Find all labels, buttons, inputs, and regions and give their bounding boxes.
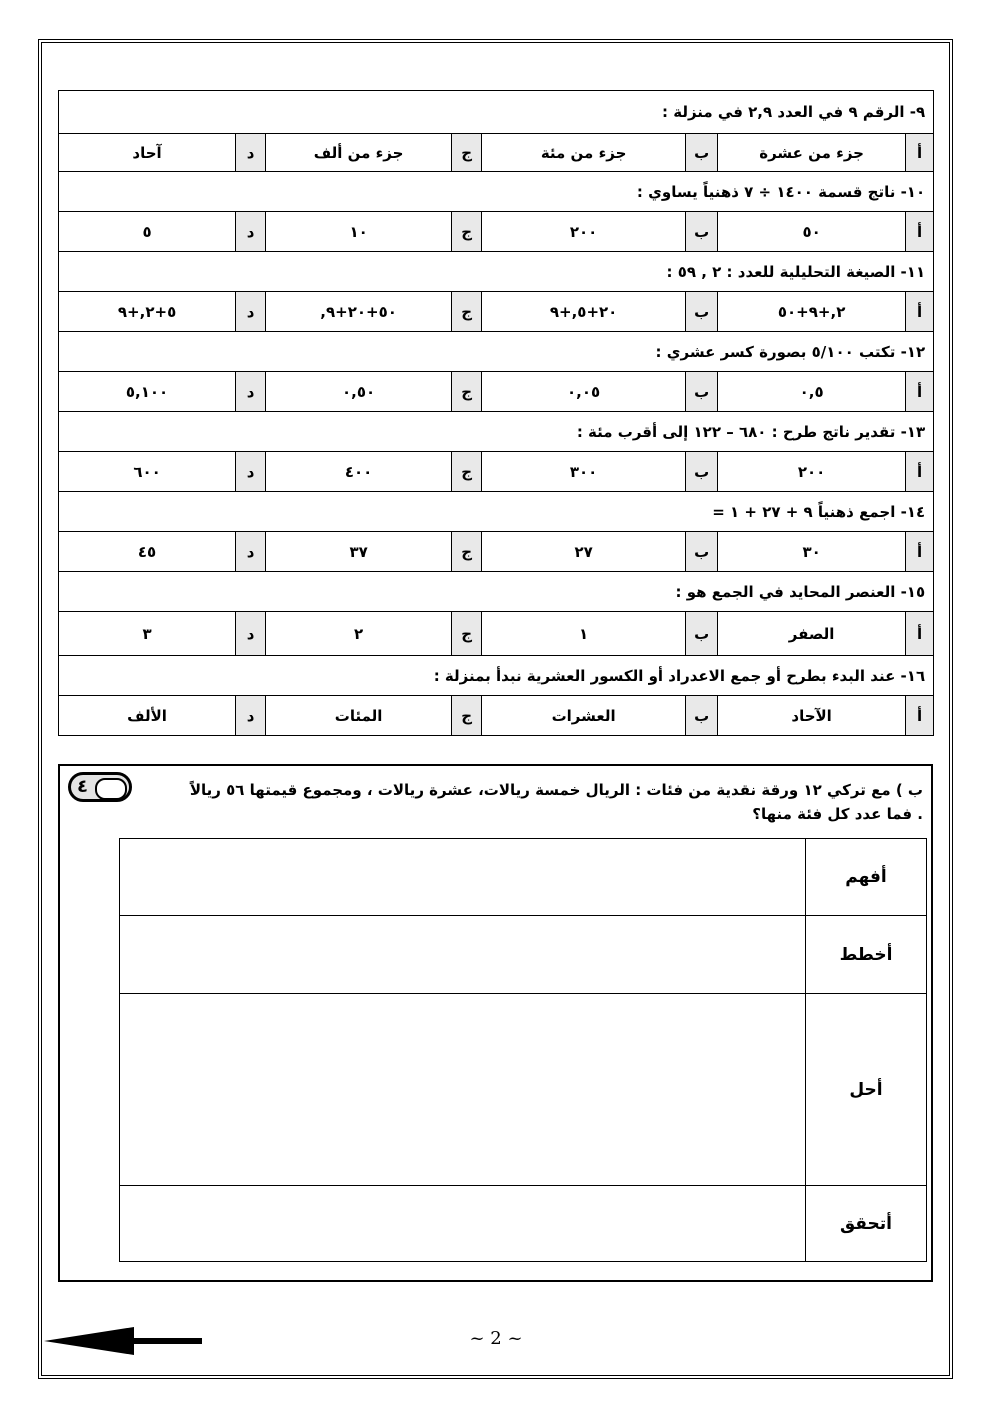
question-options-row <box>59 696 934 736</box>
score-badge <box>68 772 132 802</box>
option-choice[interactable]: ٣ <box>59 612 236 656</box>
option-letter: ج <box>452 292 482 332</box>
option-choice[interactable]: ٢٠+٥,+٩ <box>482 292 686 332</box>
question-stem-row <box>59 252 934 292</box>
step-understand-label: أفهم <box>806 839 927 916</box>
option-choice[interactable]: ١٠ <box>266 212 452 252</box>
question-options-row <box>59 134 934 172</box>
question-options-row <box>59 532 934 572</box>
option-letter: ج <box>452 452 482 492</box>
question-stem: ١٠- ناتج قسمة ١٤٠٠ ÷ ٧ ذهنياً يساوي : <box>59 172 934 212</box>
option-choice[interactable]: ٢,+٩+٥٠ <box>718 292 906 332</box>
word-problem-text <box>163 778 923 826</box>
question-stem: ١٤- اجمع ذهنياً ٩ + ٢٧ + ١ = <box>59 492 934 532</box>
option-choice[interactable]: ٣٠ <box>718 532 906 572</box>
option-choice[interactable]: العشرات <box>482 696 686 736</box>
option-choice[interactable]: ٢٠٠ <box>482 212 686 252</box>
question-stem-row <box>59 412 934 452</box>
question-stem: ١١- الصيغة التحليلية للعدد : ٢ , ٥٩ : <box>59 252 934 292</box>
option-letter: ب <box>686 452 718 492</box>
option-choice[interactable]: المئات <box>266 696 452 736</box>
option-choice[interactable]: آحاد <box>59 134 236 172</box>
option-choice[interactable]: ٦٠٠ <box>59 452 236 492</box>
option-choice[interactable]: جزء من ألف <box>266 134 452 172</box>
option-letter: د <box>236 452 266 492</box>
option-letter: ج <box>452 134 482 172</box>
option-letter: أ <box>906 532 934 572</box>
option-letter: ب <box>686 532 718 572</box>
option-choice[interactable]: ٤٠٠ <box>266 452 452 492</box>
option-choice[interactable]: ٥٠+٢٠+٩, <box>266 292 452 332</box>
option-letter: ج <box>452 372 482 412</box>
option-letter: ب <box>686 292 718 332</box>
question-options-row <box>59 292 934 332</box>
option-letter: ب <box>686 212 718 252</box>
step-plan-label: أخطط <box>806 916 927 994</box>
problem-line-1: ب ) مع تركي ١٢ ورقة نقدية من فئات : الريال خمسة ريالات، عشرة ريالات ، ومجموع قيمتها ٥٦ ريالاً <box>189 781 923 799</box>
option-letter: ب <box>686 134 718 172</box>
option-letter: أ <box>906 612 934 656</box>
option-letter: د <box>236 696 266 736</box>
option-letter: أ <box>906 134 934 172</box>
question-stem-row <box>59 492 934 532</box>
option-letter: ج <box>452 612 482 656</box>
word-problem-section <box>58 764 933 1282</box>
option-choice[interactable]: ٥,١٠٠ <box>59 372 236 412</box>
step-check-label: أتحقق <box>806 1186 927 1262</box>
option-letter: ب <box>686 612 718 656</box>
option-choice[interactable]: جزء من مئة <box>482 134 686 172</box>
option-letter: د <box>236 372 266 412</box>
option-letter: ب <box>686 696 718 736</box>
option-letter: د <box>236 134 266 172</box>
option-letter: أ <box>906 696 934 736</box>
question-stem-row <box>59 656 934 696</box>
option-choice[interactable]: ٢ <box>266 612 452 656</box>
score-blank-pill <box>95 778 127 800</box>
multiple-choice-table <box>58 90 934 736</box>
option-choice[interactable]: ٣٧ <box>266 532 452 572</box>
option-choice[interactable]: الآحاد <box>718 696 906 736</box>
question-stem-row <box>59 572 934 612</box>
question-options-row <box>59 612 934 656</box>
step-understand-answer-box[interactable] <box>120 839 806 916</box>
problem-line-2: . فما عدد كل فئة منها؟ <box>752 805 923 823</box>
option-choice[interactable]: الألف <box>59 696 236 736</box>
option-letter: أ <box>906 372 934 412</box>
step-solve-label: أحل <box>806 994 927 1186</box>
option-choice[interactable]: ٢٧ <box>482 532 686 572</box>
option-letter: أ <box>906 212 934 252</box>
option-letter: ج <box>452 696 482 736</box>
question-options-row <box>59 212 934 252</box>
question-stem: ١٦- عند البدء بطرح أو جمع الاعدراد أو الكسور العشرية نبدأ بمنزلة : <box>59 656 934 696</box>
option-letter: د <box>236 532 266 572</box>
option-choice[interactable]: ٥٠ <box>718 212 906 252</box>
question-options-row <box>59 372 934 412</box>
option-letter: ب <box>686 372 718 412</box>
question-stem-row <box>59 332 934 372</box>
page-number: ~ 2 ~ <box>469 1328 523 1349</box>
option-choice[interactable]: ٠,٥ <box>718 372 906 412</box>
step-plan-answer-box[interactable] <box>120 916 806 994</box>
option-choice[interactable]: ٣٠٠ <box>482 452 686 492</box>
option-letter: ج <box>452 212 482 252</box>
option-choice[interactable]: ٥+٢,+٩ <box>59 292 236 332</box>
score-value: ٤ <box>77 776 88 797</box>
question-stem: ١٢- تكتب ٥/١٠٠ بصورة كسر عشري : <box>59 332 934 372</box>
question-stem: ٩- الرقم ٩ في العدد ٢,٩ في منزلة : <box>59 91 934 134</box>
option-letter: د <box>236 212 266 252</box>
option-letter: أ <box>906 292 934 332</box>
option-choice[interactable]: ١ <box>482 612 686 656</box>
solution-steps-table <box>119 838 927 1262</box>
option-letter: ج <box>452 532 482 572</box>
question-stem-row <box>59 172 934 212</box>
step-solve-answer-box[interactable] <box>120 994 806 1186</box>
question-stem-row <box>59 91 934 134</box>
option-choice[interactable]: ٥ <box>59 212 236 252</box>
option-letter: د <box>236 612 266 656</box>
step-check-answer-box[interactable] <box>120 1186 806 1262</box>
question-options-row <box>59 452 934 492</box>
option-choice[interactable]: ٢٠٠ <box>718 452 906 492</box>
question-stem: ١٥- العنصر المحايد في الجمع هو : <box>59 572 934 612</box>
question-stem: ١٣- تقدير ناتج طرح : ٦٨٠ – ١٢٢ إلى أقرب مئة : <box>59 412 934 452</box>
option-choice[interactable]: ٠,٥٠ <box>266 372 452 412</box>
option-choice[interactable]: جزء من عشرة <box>718 134 906 172</box>
option-choice[interactable]: الصفر <box>718 612 906 656</box>
option-letter: د <box>236 292 266 332</box>
option-letter: أ <box>906 452 934 492</box>
option-choice[interactable]: ٤٥ <box>59 532 236 572</box>
option-choice[interactable]: ٠,٠٥ <box>482 372 686 412</box>
